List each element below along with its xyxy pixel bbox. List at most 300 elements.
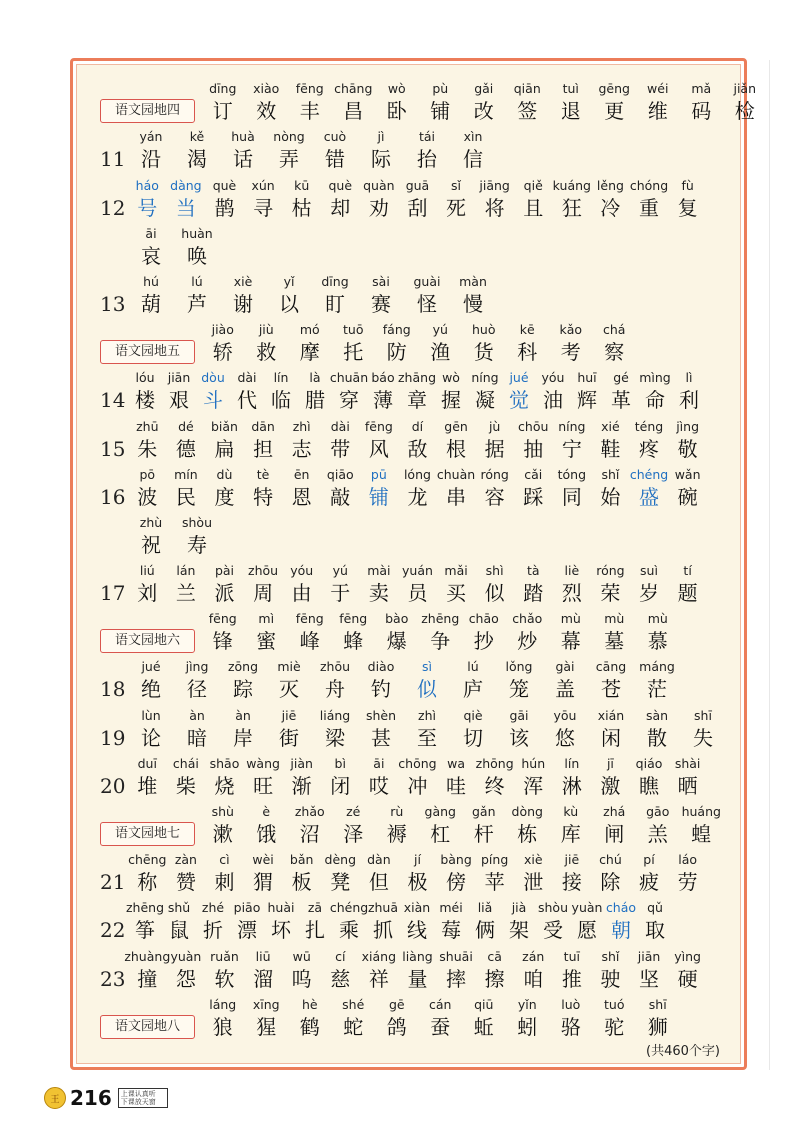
hanzi: 该 [509,725,529,750]
hanzi: 维 [647,99,668,124]
hanzi: 劳 [677,870,698,895]
hanzi: 坏 [271,918,291,943]
pinyin: mó [299,322,320,338]
pinyin: lú [191,273,203,289]
pinyin: hú [143,273,159,289]
character-cell [366,899,400,943]
character-cell [360,948,399,992]
character-cell [723,80,767,124]
character-cell [220,128,266,172]
hanzi: 波 [137,484,158,509]
section-row [100,606,710,654]
character-cell [437,418,476,462]
pinyin: cā [487,948,502,964]
character-cell [245,80,289,124]
character-cell [282,418,321,462]
pinyin: gē [388,996,405,1012]
character-cell [591,466,630,510]
hanzi: 浑 [523,773,544,798]
hanzi: 墓 [604,629,625,654]
hanzi: 硬 [677,966,698,991]
hanzi: 绝 [141,677,161,702]
character-cell [230,369,264,413]
hanzi: 庐 [463,677,483,702]
hanzi: 鞋 [600,436,621,461]
pinyin: ēn [293,466,310,482]
pinyin: yuán [402,563,433,579]
character-cell [398,418,437,462]
character-cell [514,562,553,606]
hanzi: 冲 [407,773,428,798]
character-cell [167,948,206,992]
character-cell [475,177,514,221]
hanzi: 蛇 [343,1014,364,1039]
hanzi: 悠 [555,725,575,750]
hanzi: 祥 [368,966,389,991]
hanzi: 蚯 [473,1014,494,1039]
hanzi: 俩 [475,918,495,943]
character-cell [630,418,669,462]
character-cell [220,707,266,751]
character-cell [205,851,244,895]
pinyin: wǎn [674,466,701,482]
character-cell [634,707,680,751]
pinyin: dé [178,418,194,434]
hanzi: 摔 [446,966,467,991]
pinyin: zhōu [248,563,279,579]
hanzi: 民 [175,484,196,509]
character-cell [321,418,360,462]
lesson-row [100,172,710,220]
pinyin: jiù [258,322,274,338]
pinyin: dòng [511,804,543,819]
hanzi: 利 [679,388,699,413]
pinyin: yuàn [571,900,603,916]
pinyin: xīng [252,996,280,1012]
hanzi: 唤 [187,243,207,268]
character-cell [437,177,476,221]
hanzi: 岁 [639,581,660,606]
hanzi: 察 [604,340,625,365]
pinyin: róng [480,466,509,482]
hanzi: 踏 [523,581,544,606]
pinyin: zhāng [398,370,437,386]
hanzi: 周 [253,581,274,606]
hanzi: 狼 [212,1014,233,1039]
character-cell [321,466,360,510]
character-cell [128,514,174,558]
hanzi: 疼 [639,436,660,461]
pinyin: piāo [233,900,261,916]
character-cell [593,803,637,847]
character-cell [475,418,514,462]
character-cell [400,899,434,943]
pinyin: dèng [324,852,356,868]
hanzi: 复 [677,195,698,220]
character-cell [638,369,672,413]
character-cell [125,899,165,943]
character-cell [553,466,592,510]
hanzi: 号 [137,195,158,220]
pinyin: chuān [329,370,369,386]
character-cell [312,128,358,172]
character-cell [434,369,468,413]
character-cell [205,755,244,799]
character-cell [329,369,369,413]
hanzi: 散 [647,725,667,750]
character-cell [630,948,669,992]
pinyin: là [309,370,321,386]
hanzi: 题 [677,581,698,606]
character-cell [549,996,593,1040]
character-cell [591,177,630,221]
character-cell [475,948,514,992]
pinyin: yóu [290,563,314,579]
character-cell [419,996,463,1040]
character-group [128,177,707,221]
pinyin: zhì [418,707,436,723]
hanzi: 却 [330,195,351,220]
hanzi: 接 [561,870,582,895]
character-cell [450,658,496,702]
lesson-row [100,558,710,606]
character-cell [220,658,266,702]
pinyin: yuàn [170,948,202,964]
pinyin: jìng [676,418,700,434]
hanzi: 错 [325,147,345,172]
pinyin: qiè [463,707,483,723]
hanzi: 赛 [371,291,391,316]
character-cell [174,514,220,558]
hanzi: 防 [386,340,407,365]
character-cell [245,996,289,1040]
hanzi: 抓 [373,918,393,943]
character-cell [245,321,289,365]
pinyin: kǎo [559,322,583,338]
pinyin: báo [371,370,395,386]
hanzi: 带 [330,436,351,461]
character-cell [128,562,167,606]
character-cell [128,369,162,413]
hanzi: 骆 [560,1014,581,1039]
pinyin: hè [301,996,318,1012]
pinyin: yán [139,129,163,145]
character-cell [514,418,553,462]
hanzi: 敌 [407,436,428,461]
hanzi: 抄 [473,629,494,654]
hanzi: 愿 [577,918,597,943]
character-cell [536,369,570,413]
lesson-row [100,895,710,943]
character-cell [680,707,726,751]
hanzi: 刘 [137,581,158,606]
pinyin: xìn [463,129,483,145]
hanzi: 觉 [509,388,529,413]
character-cell [358,273,404,317]
hanzi: 蚕 [430,1014,451,1039]
character-cell [450,273,496,317]
pinyin: qǔ [647,900,663,916]
hanzi: 轿 [212,340,233,365]
pinyin: chéng [629,466,669,482]
hanzi: 泽 [343,822,364,846]
character-cell [332,803,376,847]
character-group [201,80,767,124]
lesson-row [100,365,710,413]
hanzi: 莓 [441,918,461,943]
pinyin: fù [681,177,694,193]
pinyin: guā [405,177,430,193]
character-cell [375,610,419,654]
character-cell [468,369,502,413]
hanzi: 扁 [214,436,235,461]
pinyin: huī [577,370,597,386]
character-cell [549,610,593,654]
hanzi: 坚 [639,966,660,991]
character-cell [360,466,399,510]
hanzi: 取 [645,918,665,943]
character-group [128,562,707,606]
lesson-number: 13 [100,291,126,316]
character-cell [434,899,468,943]
pinyin: àn [189,707,205,723]
character-group [128,273,496,317]
lesson-row [100,221,710,269]
hanzi: 货 [473,340,494,365]
pinyin: láng [209,996,237,1012]
character-cell [668,562,707,606]
character-cell [167,418,206,462]
character-cell [668,755,707,799]
hanzi: 锋 [212,629,233,654]
pinyin: mǎi [444,563,468,579]
character-cell [282,177,321,221]
pinyin: tí [683,563,692,579]
pinyin: lǒng [505,659,533,675]
hanzi: 凳 [330,870,351,895]
pinyin: rù [390,804,404,819]
character-cell [244,755,283,799]
character-cell [288,321,332,365]
hanzi: 茫 [647,677,667,702]
pinyin: fēng [339,611,368,627]
pinyin: tuó [604,996,625,1012]
hanzi: 铺 [368,484,389,509]
character-cell [506,996,550,1040]
hanzi: 抽 [523,436,544,461]
character-cell [668,466,707,510]
character-cell [514,755,553,799]
lesson-row [100,510,710,558]
character-cell [244,177,283,221]
hanzi: 傍 [446,870,467,895]
character-cell [128,273,174,317]
pinyin: pí [643,852,655,868]
character-cell [360,177,399,221]
pinyin: méi [439,900,463,916]
character-cell [506,321,550,365]
hanzi: 葫 [141,291,161,316]
hanzi: 峰 [299,629,320,654]
character-cell [128,658,174,702]
character-cell [668,948,707,992]
character-cell [450,128,496,172]
pinyin: huò [472,322,496,338]
hanzi: 溜 [253,966,274,991]
pinyin: lóng [403,466,431,482]
character-cell [404,658,450,702]
character-cell [288,610,332,654]
section-row [100,76,757,124]
pinyin: gǎn [471,804,496,819]
hanzi: 库 [560,822,581,846]
character-cell [553,948,592,992]
pinyin: màn [459,273,487,289]
hanzi: 盛 [639,484,660,509]
character-cell [549,321,593,365]
hanzi: 除 [600,870,621,895]
character-cell [462,803,506,847]
character-cell [638,899,672,943]
hanzi: 艰 [169,388,189,413]
pinyin: gǎi [474,81,494,97]
character-cell [167,177,206,221]
character-group [128,851,707,895]
hanzi: 论 [141,725,161,750]
hanzi: 猩 [256,1014,277,1039]
character-group [201,803,723,847]
character-cell [375,321,419,365]
pinyin: wò [387,81,406,97]
hanzi: 冷 [600,195,621,220]
pinyin: bì [334,755,346,771]
pinyin: lěng [596,177,624,193]
hanzi: 丰 [299,99,320,124]
hanzi: 杆 [473,822,494,846]
pinyin: shāo [209,755,240,771]
pinyin: sài [372,273,390,289]
character-group [128,466,707,510]
pinyin: xiào [253,81,280,97]
pinyin: yú [332,563,348,579]
character-cell [360,418,399,462]
pinyin: shǐ [601,948,620,964]
pinyin: zhǎo [294,804,325,819]
hanzi: 德 [175,436,196,461]
character-cell [332,996,376,1040]
pinyin: zā [307,900,323,916]
character-cell [245,803,289,847]
hanzi: 薄 [373,388,393,413]
hanzi: 昌 [343,99,364,124]
character-cell [375,80,419,124]
pinyin: zhēng [421,611,460,627]
character-cell [570,899,604,943]
pinyin: xiè [523,852,543,868]
section-label: 语文园地四 [100,99,195,123]
hanzi: 折 [203,918,223,943]
hanzi: 卖 [368,581,389,606]
pinyin: zhōng [475,755,514,771]
pinyin: zàn [174,852,197,868]
character-cell [636,996,680,1040]
character-cell [312,707,358,751]
hanzi: 特 [253,484,274,509]
pinyin: zhuā [367,900,399,916]
hanzi: 炒 [517,629,538,654]
hanzi: 哀 [141,243,161,268]
pinyin: huàn [181,225,213,241]
hanzi: 栋 [517,822,538,846]
character-cell [288,80,332,124]
hanzi: 哎 [368,773,389,798]
hanzi: 碗 [677,484,698,509]
character-cell [404,273,450,317]
character-cell [437,755,476,799]
pinyin: wò [442,370,460,386]
character-cell [360,755,399,799]
section-row [100,317,710,365]
pinyin: yóu [541,370,565,386]
hanzi: 宁 [561,436,582,461]
hanzi: 渔 [430,340,451,365]
hanzi: 刮 [407,195,428,220]
pinyin: háo [135,177,159,193]
hanzi: 幕 [560,629,581,654]
pinyin: dīng [321,273,349,289]
pinyin: cì [219,852,230,868]
hanzi: 爆 [386,629,407,654]
pinyin: zé [346,804,361,819]
pinyin: zhōu [319,659,351,675]
pinyin: miè [277,659,301,675]
hanzi: 寿 [187,532,207,557]
pinyin: jù [488,418,501,434]
pinyin: quàn [363,177,395,193]
hanzi: 志 [291,436,312,461]
character-cell [591,755,630,799]
hanzi: 似 [484,581,505,606]
character-cell [360,562,399,606]
pinyin: pū [370,466,387,482]
character-cell [506,610,550,654]
pinyin: shèn [365,707,397,723]
pinyin: zhé [201,900,225,916]
hanzi: 终 [484,773,505,798]
pinyin: liàng [402,948,433,964]
hanzi: 褥 [386,822,407,846]
hanzi: 蝗 [691,822,712,846]
hanzi: 筝 [135,918,155,943]
character-group [128,707,726,751]
pinyin: yǐn [517,996,537,1012]
character-cell [244,562,283,606]
hanzi: 架 [509,918,529,943]
pinyin: chǎo [512,611,543,627]
lesson-row [100,847,710,895]
hanzi: 慕 [647,629,668,654]
pinyin: liǎ [477,900,493,916]
total-count: (共460个字) [646,1044,720,1059]
pinyin: xié [601,418,620,434]
pinyin: róng [596,563,625,579]
hanzi: 争 [430,629,451,654]
character-cell [398,177,437,221]
pinyin: chēng [128,852,167,868]
character-cell [502,369,536,413]
pinyin: tóng [557,466,587,482]
pinyin: tà [526,563,540,579]
